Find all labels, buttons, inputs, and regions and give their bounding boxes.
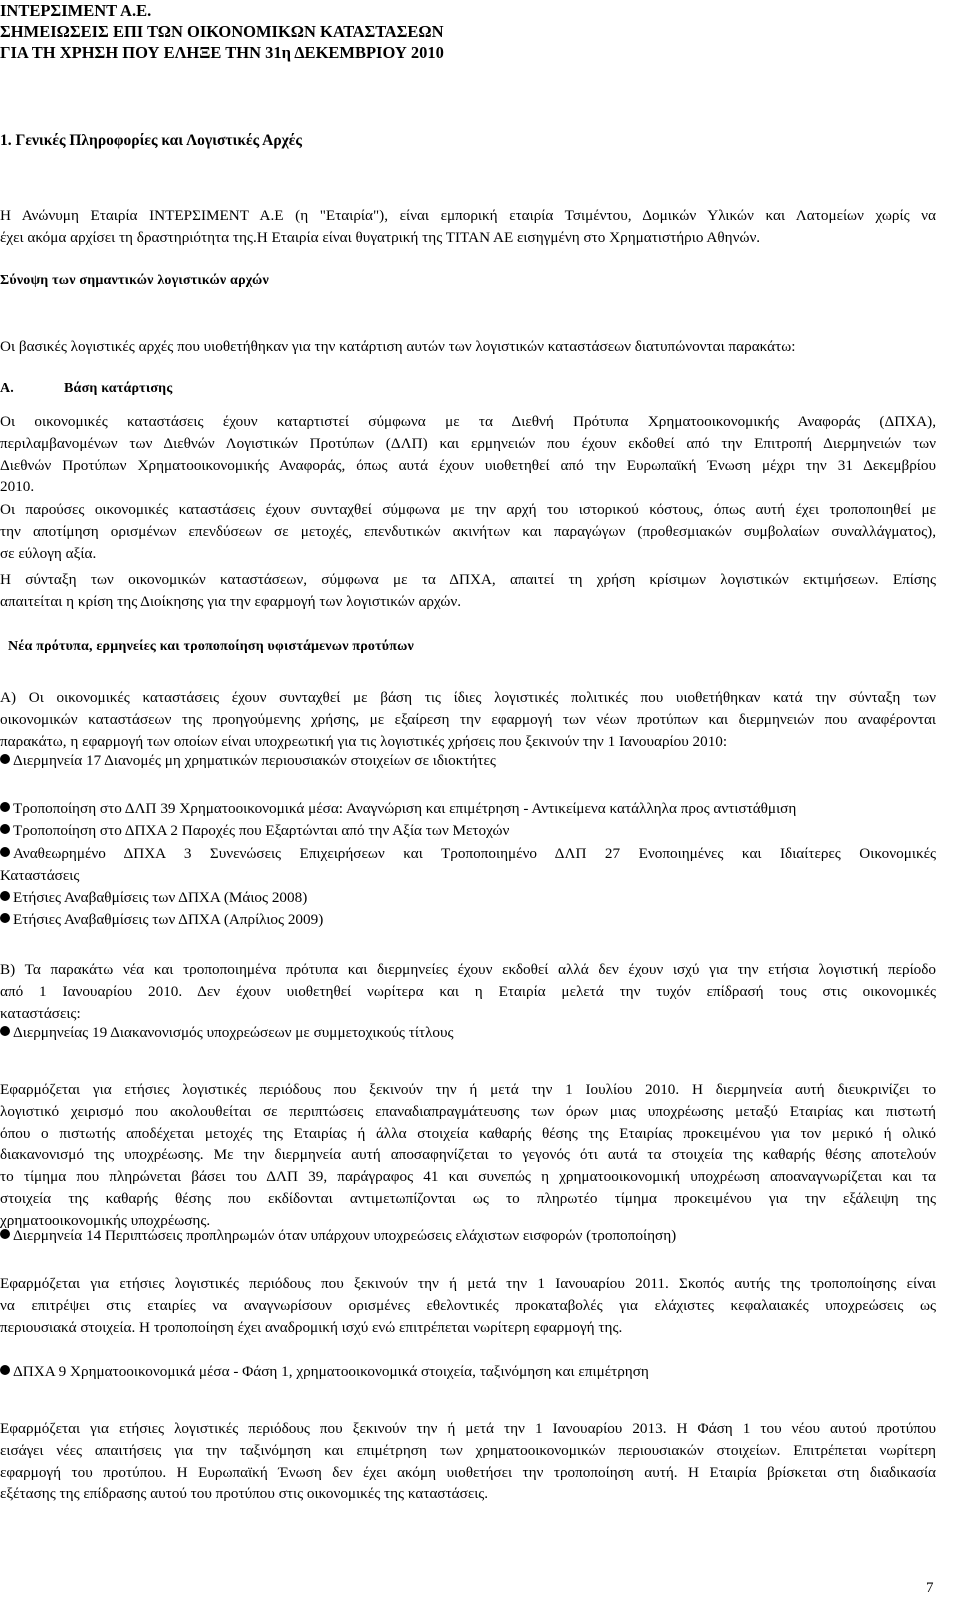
bullet-icon [0, 847, 10, 857]
para-b-line: από 1 Ιανουαρίου 2010. Δεν έχουν υιοθετηθεί νωρίτερα και η Εταιρία μελετά την τυχόν επίδρασή τους στις οικονομικές [0, 982, 936, 1000]
basis-title: Βάση κατάρτισης [64, 381, 173, 396]
basis-p2-line: Οι παρούσες οικονομικές καταστάσεις έχουν συνταχθεί σύμφωνα με την αρχή του ιστορικού κόστους, όπως αυτή έχει τροποποιηθεί με [0, 501, 936, 518]
para-line: λογιστικό χειρισμό που ακολουθείται σε περιπτώσεις επαναδιαπραγμάτευσης των όρων μιας υποχρέωσης μεταξύ Εταιρίας και πιστωτή [0, 1102, 936, 1120]
bullet-item [0, 843, 936, 887]
basis-p3-line: Η σύνταξη των οικονομικών καταστάσεων, σύμφωνα με τα ΔΠΧΑ, απαιτεί τη χρήση κρίσιμων λογιστικών εκτιμήσεων. Επίσης [0, 571, 936, 588]
bullet-text: Διερμηνεία 17 Διανομές μη χρηματικών περιουσιακών στοιχείων σε ιδιοκτήτες [13, 752, 496, 769]
para-line: να επιτρέψει στις εταιρίες να αναγνωρίσουν ορισμένες εθελοντικές προκαταβολές για ελάχιστες κεφαλαιακές υποχρεώσεις ως [0, 1296, 936, 1314]
para-line: εφαρμογή του προτύπου. Η Ευρωπαϊκή Ένωση δεν έχει ακόμη υιοθετήσει την τροποποίηση αυτή. Η Εταιρία βρίσκεται στη διαδικασία [0, 1463, 936, 1481]
section-title: 1. Γενικές Πληροφορίες και Λογιστικές Αρχές [0, 132, 302, 149]
basis-p1-line: Διεθνών Προτύπων Χρηματοοικονομικής Αναφοράς, όπως αυτά έχουν υιοθετηθεί από την Ευρωπαϊκή Ένωση μέχρι την 31 Δεκεμβρίου [0, 456, 936, 474]
bullet-icon [0, 1365, 10, 1375]
new-standards-heading: Νέα πρότυπα, ερμηνείες και τροποποίηση υφιστάμενων προτύπων [8, 639, 414, 654]
summary-text: Οι βασικές λογιστικές αρχές που υιοθετήθηκαν για την κατάρτιση αυτών των λογιστικών καταστάσεων διατυπώνονται παρακάτω: [0, 338, 796, 355]
para-line: το τίμημα που πληρώνεται βάσει του ΔΛΠ 39, παράγραφος 41 και συνεπώς η χρηματοοικονομική υποχρέωση αποαναγνωρίζεται και τα [0, 1168, 936, 1186]
basis-p2-line: την αποτίμηση ορισμένων επενδύσεων σε μετοχές, επενδυτικών ακινήτων και παραγώγων (προθεσμιακών συμβολαίων συναλλάγματος), [0, 522, 936, 540]
para-line: εξέτασης της επίδρασης αυτού του προτύπου στις οικονομικές της καταστάσεις. [0, 1485, 489, 1503]
para-b-line: Β) Τα παρακάτω νέα και τροποποιημένα πρότυπα και διερμηνείες έχουν εκδοθεί αλλά δεν έχουν ισχύ για την ετήσια λογιστική περίοδο [0, 961, 936, 978]
bullet-text: Ετήσιες Αναβαθμίσεις των ΔΠΧΑ (Απρίλιος 2009) [13, 911, 324, 928]
intro-paragraph [0, 205, 936, 249]
para-line: Εφαρμόζεται για ετήσιες λογιστικές περιόδους που ξεκινούν την ή μετά την 1 Ιανουαρίου 2011. Σκοπός αυτής της τροποποίησης είναι [0, 1275, 936, 1292]
para-line: περιουσιακά στοιχεία. Η τροποποίηση έχει αναδρομική ισχύ ενώ επιτρέπεται νωρίτερη εφαρμογή της. [0, 1318, 623, 1336]
paragraph-a [0, 687, 936, 752]
basis-paragraph-2 [0, 499, 936, 564]
header-line-3: ΓΙΑ ΤΗ ΧΡΗΣΗ ΠΟΥ ΕΛΗΞΕ ΤΗΝ 31η ΔΕΚΕΜΒΡΙΟΥ 2010 [0, 43, 444, 62]
bullet-item [0, 1361, 936, 1383]
bullet-text: Τροποποίηση στο ΔΛΠ 39 Χρηματοοικονομικά μέσα: Αναγνώριση και επιμέτρηση - Αντικείμενα κατάλληλα προς αντιστάθμιση [13, 800, 797, 817]
bullet-item [0, 1225, 936, 1247]
para-a-line: Α) Οι οικονομικές καταστάσεις έχουν συνταχθεί με βάση τις ίδιες λογιστικές πολιτικές που υιοθετήθηκαν κατά την σύνταξη των [0, 689, 936, 706]
company-name: ΙΝΤΕΡΣΙΜΕΝΤ Α.Ε. [0, 1, 152, 20]
para-line: Εφαρμόζεται για ετήσιες λογιστικές περιόδους που ξεκινούν την ή μετά την 1 Ιουλίου 2010. Η διερμηνεία αυτή διευκρινίζει το [0, 1081, 936, 1098]
summary-heading: Σύνοψη των σημαντικών λογιστικών αρχών [0, 273, 269, 288]
bullet-item [0, 798, 936, 820]
paragraph-ifric19 [0, 1079, 936, 1232]
bullet-icon [0, 824, 10, 834]
para-a-line: οικονομικών καταστάσεων της προηγούμενης χρήσης, με εξαίρεση την εφαρμογή των νέων προτύπων και διερμηνειών που αναφέρονται [0, 710, 936, 728]
header-line-2: ΣΗΜΕΙΩΣΕΙΣ ΕΠΙ ΤΩΝ ΟΙΚΟΝΟΜΙΚΩΝ ΚΑΤΑΣΤΑΣΕΩΝ [0, 22, 444, 41]
bullet-text: Διερμηνεία 14 Περιπτώσεις προπληρωμών όταν υπάρχουν υποχρεώσεις ελάχιστων εισφορών (τροποποίηση) [13, 1227, 677, 1244]
bullet-icon [0, 1229, 10, 1239]
bullet-icon [0, 891, 10, 901]
intro-line-2: έχει ακόμα αρχίσει τη δραστηριότητα της.Η Εταιρία είναι θυγατρική της ΤΙΤΑΝ ΑΕ εισηγμένη στο Χρηματιστήριο Αθηνών. [0, 228, 761, 246]
basis-p1-line: 2010. [0, 478, 35, 496]
para-line: χρηματοοικονομικής υποχρέωσης. [0, 1211, 211, 1229]
bullet-text: Αναθεωρημένο ΔΠΧΑ 3 Συνενώσεις Επιχειρήσεων και Τροποποιημένο ΔΛΠ 27 Ενοποιημένες και Ιδιαίτερες Οικονομικές [13, 845, 936, 862]
bullet-icon [0, 754, 10, 764]
basis-paragraph-3 [0, 569, 936, 613]
paragraph-b [0, 959, 936, 1024]
para-line: στοιχεία της καθαρής θέσης που εκδίδονται αντιμετωπίζονται ως το πληρωτέο τίμημα προκειμένου για την εξάλειψη της [0, 1189, 936, 1207]
para-line: Εφαρμόζεται για ετήσιες λογιστικές περιόδους που ξεκινούν την ή μετά την 1 Ιανουαρίου 2013. Η Φάση 1 του νέου αυτού προτύπου [0, 1420, 936, 1437]
basis-heading [0, 378, 936, 400]
paragraph-ifric14 [0, 1273, 936, 1338]
bullet-icon [0, 913, 10, 923]
basis-paragraph-1 [0, 411, 936, 498]
page-number: 7 [926, 1580, 934, 1596]
bullet-item [0, 1022, 936, 1044]
bullet-text: Διερμηνείας 19 Διακανονισμός υποχρεώσεων με συμμετοχικούς τίτλους [13, 1024, 454, 1041]
para-line: διακανονισμό της υποχρέωσης. Με την διερμηνεία αυτή αποσαφηνίζεται το γεγονός ότι αυτά τα στοιχεία της καθαρής θέσης αποτελούν [0, 1146, 936, 1164]
bullet-text: Ετήσιες Αναβαθμίσεις των ΔΠΧΑ (Μάιος 2008) [13, 889, 308, 906]
basis-p1-line: Οι οικονομικές καταστάσεις έχουν καταρτιστεί σύμφωνα με τα Διεθνή Πρότυπα Χρηματοοικονομικής Αναφοράς (ΔΠΧΑ), [0, 413, 936, 430]
bullet-text: ΔΠΧΑ 9 Χρηματοοικονομικά μέσα - Φάση 1, χρηματοοικονομικά στοιχεία, ταξινόμηση και επιμέτρηση [13, 1363, 649, 1380]
bullet-line [0, 843, 936, 865]
paragraph-ifrs9 [0, 1418, 936, 1505]
para-line: εισάγει νέες απαιτήσεις για την ταξινόμηση και επιμέτρηση των χρηματοοικονομικών περιουσιακών στοιχείων. Επιτρέπεται νωρίτερη [0, 1441, 936, 1459]
para-a-line: παρακάτω, η εφαρμογή των οποίων είναι υποχρεωτική για τις λογιστικές χρήσεις που ξεκινούν την 1 Ιανουαρίου 2010: [0, 732, 728, 750]
bullet-item [0, 909, 936, 931]
basis-letter: Α. [0, 381, 15, 396]
basis-p3-line: απαιτείται η κρίση της Διοίκησης για την εφαρμογή των λογιστικών αρχών. [0, 592, 462, 610]
bullet-text-cont: Καταστάσεις [0, 866, 80, 884]
bullet-icon [0, 802, 10, 812]
intro-line-1: Η Ανώνυμη Εταιρία ΙΝΤΕΡΣΙΜΕΝΤ Α.Ε (η "Εταιρία"), είναι εμπορική εταιρία Τσιμέντου, Δομικών Υλικών και Λατομείων χωρίς να [0, 207, 936, 224]
bullet-text: Τροποποίηση στο ΔΠΧΑ 2 Παροχές που Εξαρτώνται από την Αξία των Μετοχών [13, 822, 510, 839]
para-line: όπου ο πιστωτής αποδέχεται μετοχές της Εταιρίας ή άλλα στοιχεία καθαρής θέσης της Εταιρίας προκειμένου για τον μερικό ή ολικό [0, 1124, 936, 1142]
document-header [0, 0, 444, 63]
bullet-item [0, 750, 936, 772]
basis-p1-line: περιλαμβανομένων των Διεθνών Λογιστικών Προτύπων (ΔΛΠ) και ερμηνειών που έχουν εκδοθεί από την Επιτροπή Διερμηνειών των [0, 434, 936, 452]
para-b-line: καταστάσεις: [0, 1004, 81, 1022]
basis-p2-line: σε εύλογη αξία. [0, 544, 97, 562]
bullet-item [0, 887, 936, 909]
bullet-item [0, 820, 936, 842]
bullet-icon [0, 1026, 10, 1036]
